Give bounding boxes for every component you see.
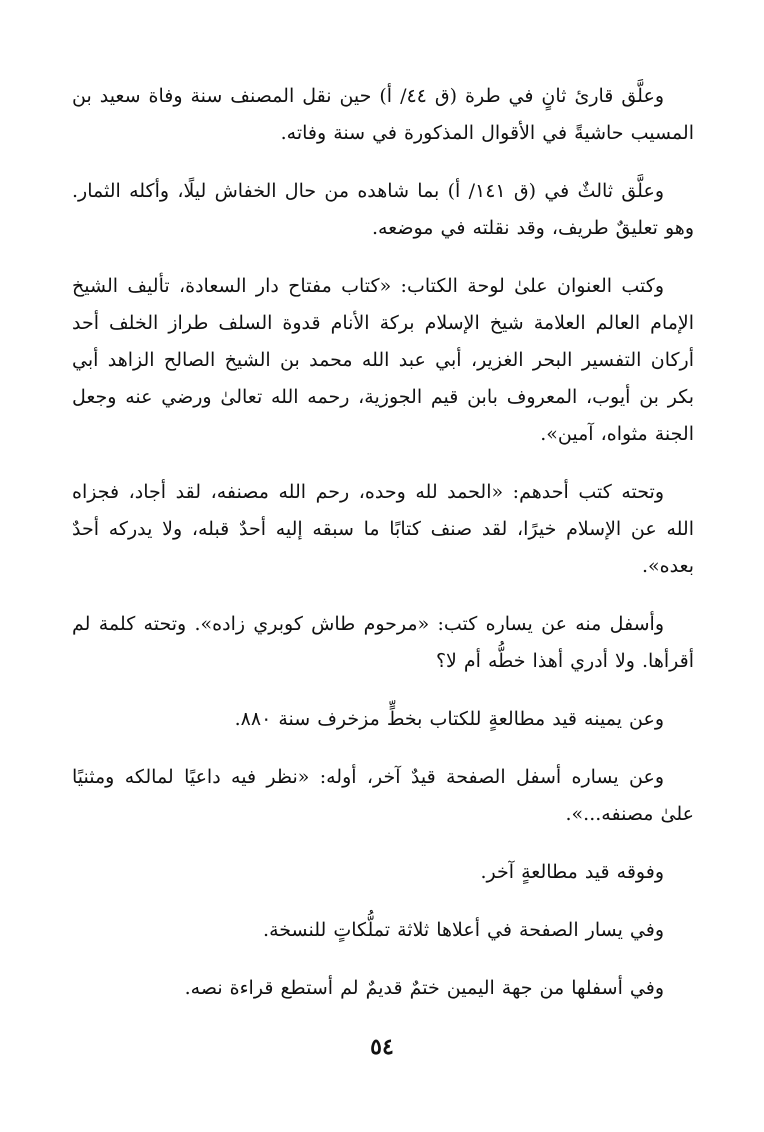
paragraph-9: وفي يسار الصفحة في أعلاها ثلاثة تملُّكاتٍ للنسخة. bbox=[263, 919, 664, 941]
paragraph-3: وكتب العنوان علىٰ لوحة الكتاب: «كتاب مفتاح دار السعادة، تأليف الشيخ الإمام العالم العلامة شيخ الإسلام بركة الأنام قدوة السلف طراز الخلف أحد أركان التفسير البحر الغزير، أبي عبد الله محمد بن الشيخ الصالح الزاهد أبي بكر بن أيوب، المعروف بابن قيم الجوزية، رحمه الله تعالىٰ ورضي عنه وجعل الجنة مثواه، آمين». bbox=[72, 275, 694, 445]
paragraph-1: وعلَّق قارئ ثانٍ في طرة (ق ٤٤/ أ) حين نقل المصنف سنة وفاة سعيد بن المسيب حاشيةً في الأقوال المذكورة في سنة وفاته. bbox=[72, 85, 694, 144]
paragraph-7: وعن يساره أسفل الصفحة قيدٌ آخر، أوله: «نظر فيه داعيًا لمالكه ومثنيًا علىٰ مصنفه...». bbox=[72, 766, 694, 825]
page-number: ٥٤ bbox=[370, 1034, 394, 1060]
paragraph-10: وفي أسفلها من جهة اليمين ختمٌ قديمٌ لم أستطع قراءة نصه. bbox=[184, 977, 664, 999]
page-body bbox=[72, 78, 694, 1028]
paragraph-5: وأسفل منه عن يساره كتب: «مرحوم طاش كوبري زاده». وتحته كلمة لم أقرأها. ولا أدري أهذا خطُّه أم لا؟ bbox=[72, 613, 694, 672]
paragraph-6: وعن يمينه قيد مطالعةٍ للكتاب بخطٍّ مزخرف سنة ٨٨٠. bbox=[234, 708, 664, 730]
paragraph-2: وعلَّق ثالثٌ في (ق ١٤١/ أ) بما شاهده من حال الخفاش ليلًا، وأكله الثمار. وهو تعليقٌ طريف، وقد نقلته في موضعه. bbox=[72, 180, 694, 239]
paragraph-4: وتحته كتب أحدهم: «الحمد لله وحده، رحم الله مصنفه، لقد أجاد، فجزاه الله عن الإسلام خيرًا، لقد صنف كتابًا ما سبقه إليه أحدٌ قبله، ولا يدركه أحدٌ بعده». bbox=[72, 481, 694, 577]
paragraph-8: وفوقه قيد مطالعةٍ آخر. bbox=[480, 861, 664, 883]
